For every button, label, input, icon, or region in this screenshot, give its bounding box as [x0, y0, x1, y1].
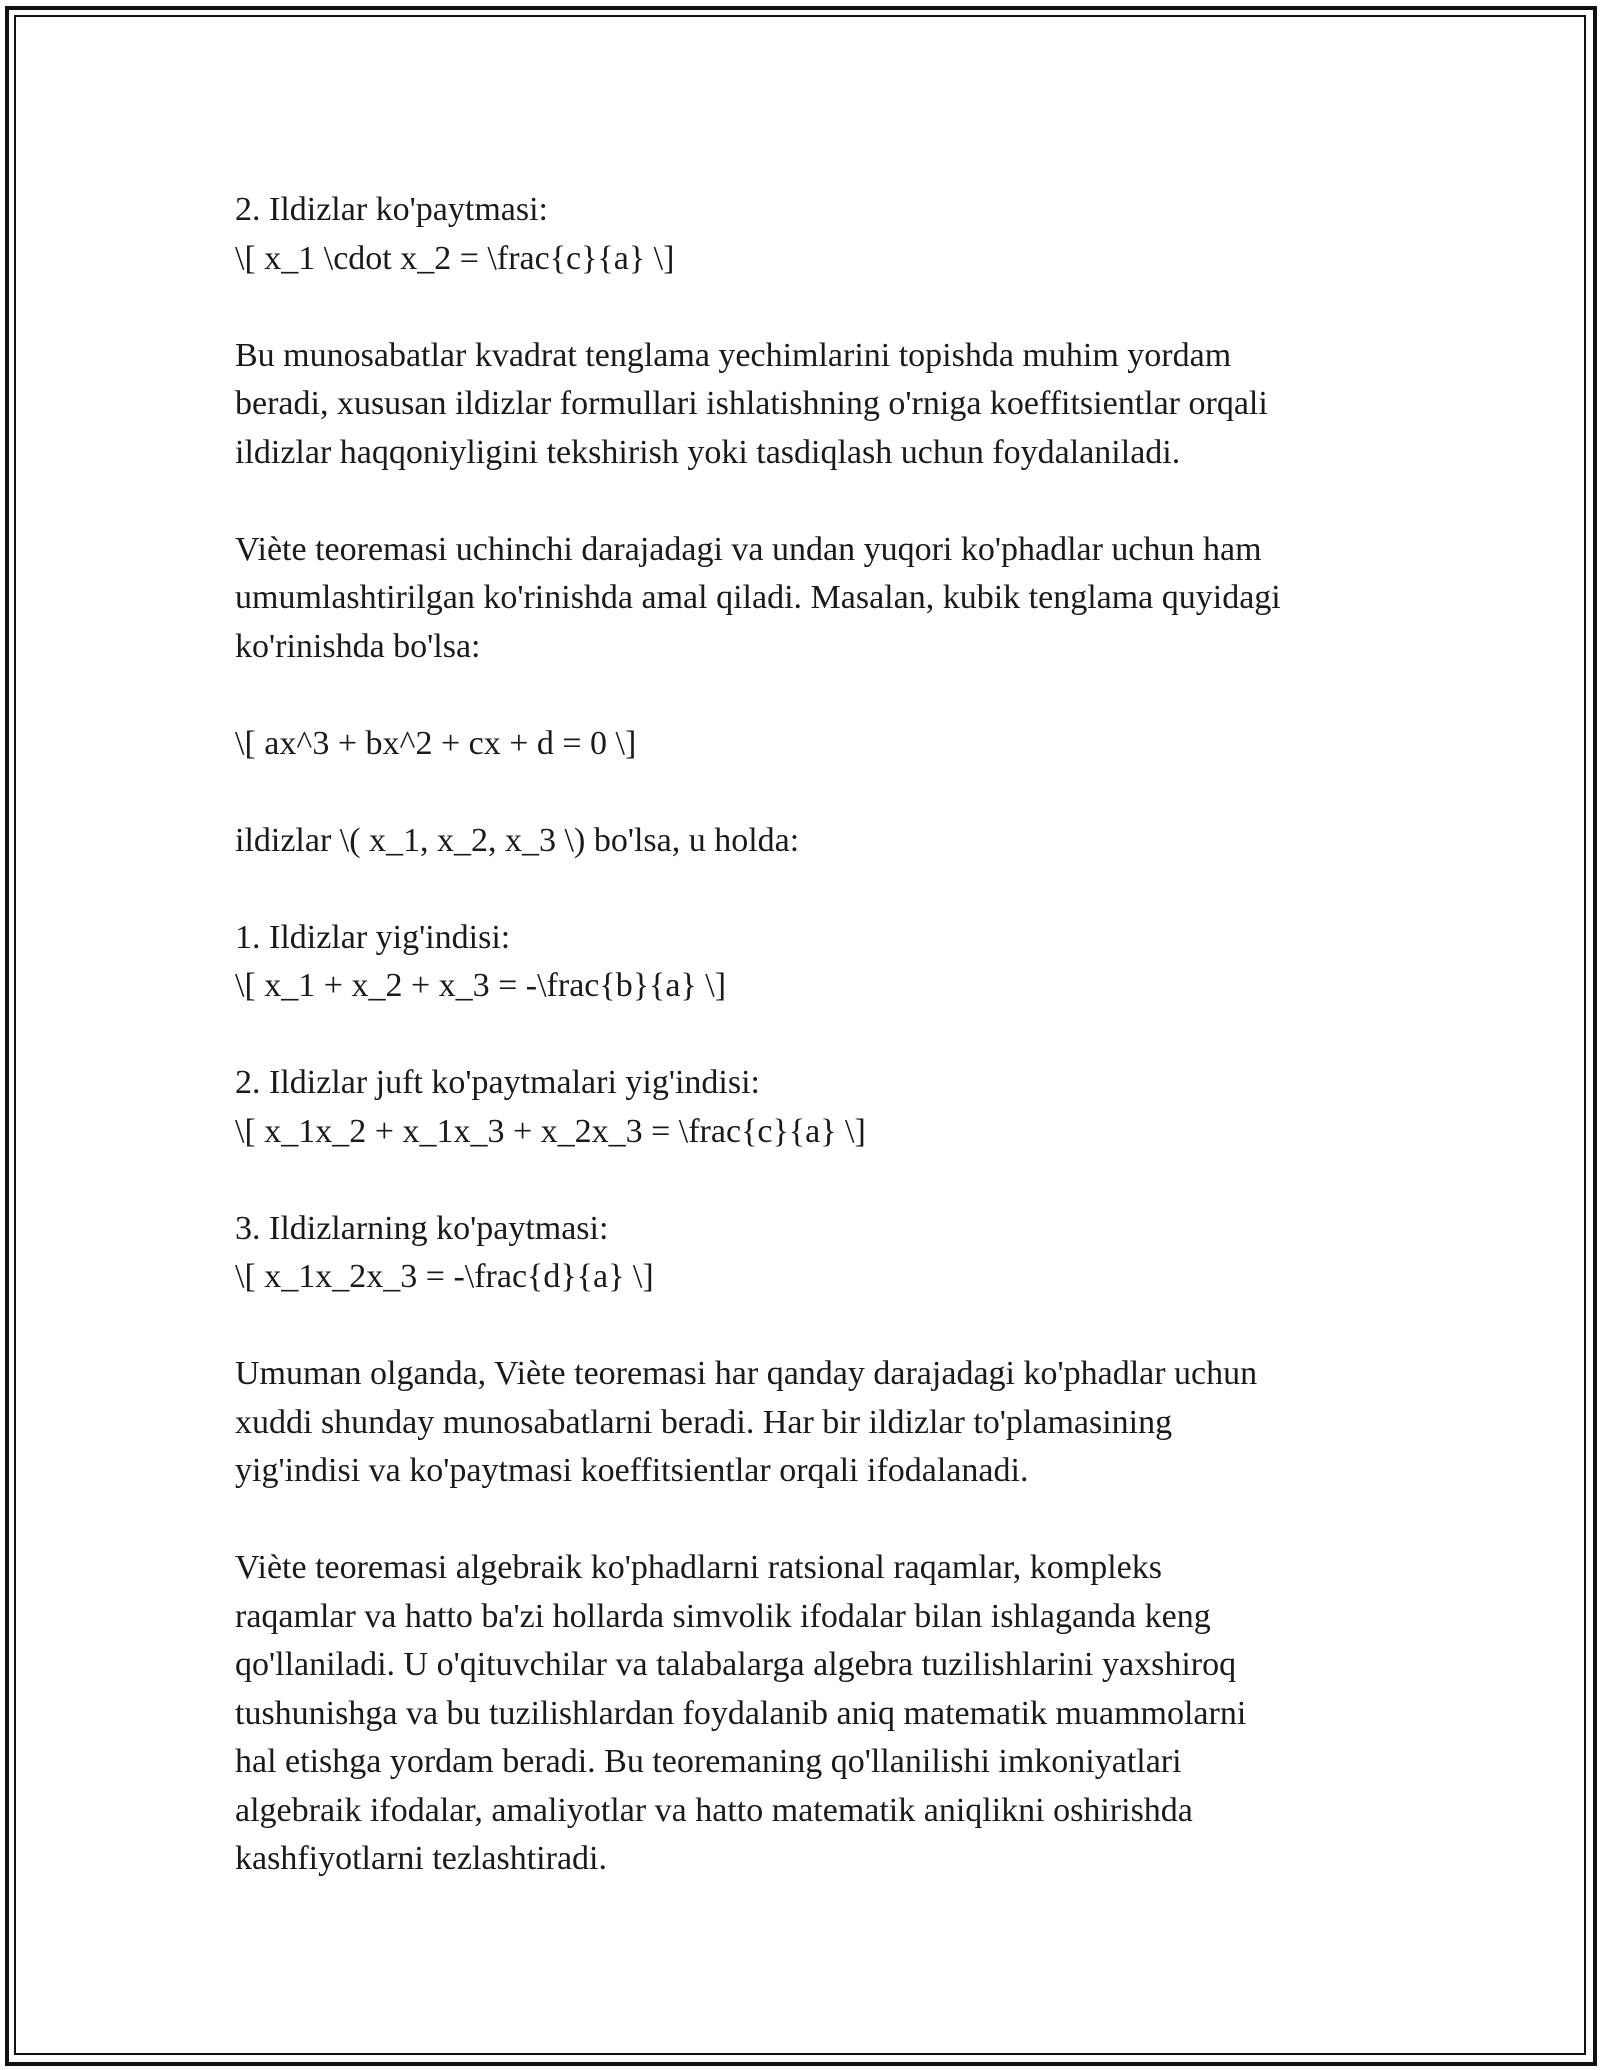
text-line: yig'indisi va ko'paytmasi koeffitsientlar orqali ifodalanadi.: [235, 1452, 1029, 1489]
text-line: xuddi shunday munosabatlarni beradi. Har bir ildizlar to'plamasining: [235, 1403, 1173, 1441]
formula-line: \[ x_1x_2 + x_1x_3 + x_2x_3 = \frac{c}{a} \]: [235, 1112, 866, 1150]
text-line: Umuman olganda, Viète teoremasi har qanday darajadagi ko'phadlar uchun: [235, 1355, 1258, 1392]
formula-line: \[ x_1x_2x_3 = -\frac{d}{a} \]: [235, 1258, 654, 1295]
text-line: raqamlar va hatto ba'zi hollarda simvolik ifodalar bilan ishlaganda keng: [235, 1597, 1211, 1635]
paragraph-general-summary: [235, 1350, 1415, 1496]
text-line: Viète teoremasi algebraik ko'phadlarni ratsional raqamlar, kompleks: [235, 1549, 1162, 1586]
text-line: ko'rinishda bo'lsa:: [235, 627, 481, 665]
text-line: qo'llaniladi. U o'qituvchilar va talabalarga algebra tuzilishlarini yaxshiroq: [235, 1646, 1237, 1683]
text-line: umumlashtirilgan ko'rinishda amal qiladi. Masalan, kubik tenglama quyidagi: [235, 579, 1281, 616]
paragraph-roots-sum: [235, 914, 1415, 1011]
paragraph-vieta-general: [235, 526, 1415, 672]
text-line: algebraik ifodalar, amaliyotlar va hatto matematik aniqlikni oshirishda: [235, 1791, 1193, 1829]
text-line: hal etishga yordam beradi. Bu teoremaning qo'llanilishi imkoniyatlari: [235, 1743, 1182, 1780]
text-line: Bu munosabatlar kvadrat tenglama yechimlarini topishda muhim yordam: [235, 336, 1232, 374]
paragraph-pair-products-sum: [235, 1059, 1415, 1156]
formula-line: \[ x_1 + x_2 + x_3 = -\frac{b}{a} \]: [235, 967, 727, 1004]
document-body: [235, 186, 1415, 1932]
text-line: ildizlar \( x_1, x_2, x_3 \) bo'lsa, u holda:: [235, 821, 800, 859]
text-line: ildizlar haqqoniyligini tekshirish yoki tasdiqlash uchun foydalaniladi.: [235, 433, 1181, 471]
paragraph-relations-usage: [235, 332, 1415, 478]
formula-line: \[ x_1 \cdot x_2 = \frac{c}{a} \]: [235, 239, 675, 277]
text-line: 2. Ildizlar ko'paytmasi:: [235, 191, 548, 228]
text-line: 2. Ildizlar juft ko'paytmalari yig'indisi:: [235, 1064, 760, 1101]
paragraph-cubic-equation: [235, 720, 1415, 769]
formula-line: \[ ax^3 + bx^2 + cx + d = 0 \]: [235, 724, 637, 762]
text-line: kashfiyotlarni tezlashtiradi.: [235, 1840, 607, 1877]
paragraph-roots-product: [235, 1205, 1415, 1302]
paragraph-roots-product-title: [235, 186, 1415, 283]
text-line: 1. Ildizlar yig'indisi:: [235, 918, 511, 956]
text-line: Viète teoremasi uchinchi darajadagi va undan yuqori ko'phadlar uchun ham: [235, 530, 1262, 568]
text-line: tushunishga va bu tuzilishlardan foydalanib aniq matematik muammolarni: [235, 1694, 1247, 1732]
text-line: 3. Ildizlarning ko'paytmasi:: [235, 1209, 609, 1247]
paragraph-roots-intro: [235, 817, 1415, 866]
text-line: beradi, xususan ildizlar formullari ishlatishning o'rniga koeffitsientlar orqali: [235, 385, 1268, 422]
paragraph-applications: [235, 1544, 1415, 1884]
